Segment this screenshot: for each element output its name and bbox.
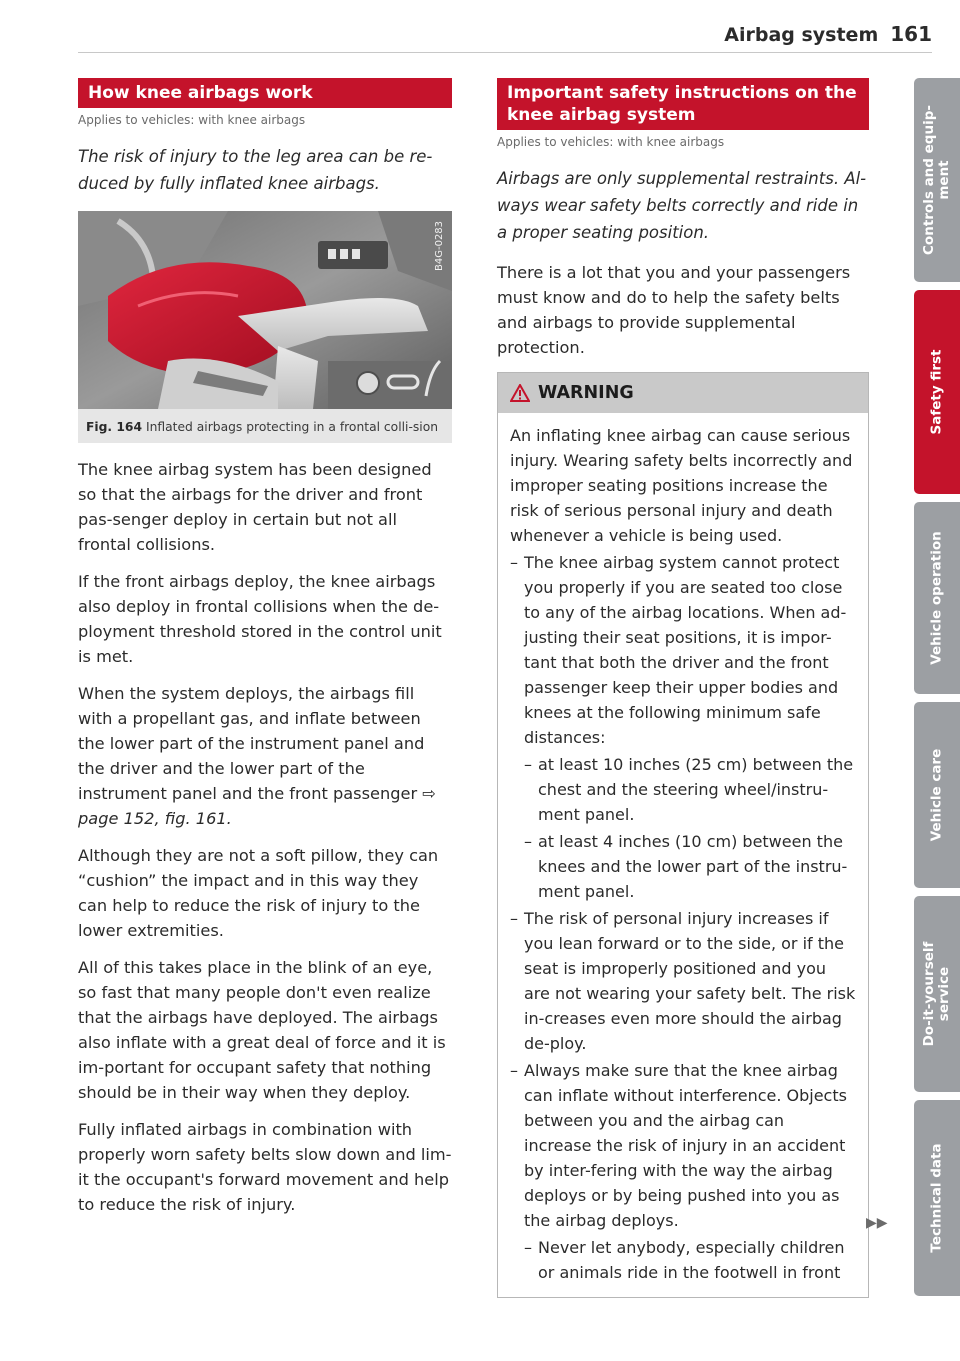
- tab-label: Vehicle care: [928, 748, 945, 842]
- knee-airbag-illustration: [78, 211, 452, 409]
- warning-box: [497, 372, 869, 1298]
- applies-note-right: Applies to vehicles: with knee airbags: [497, 135, 725, 149]
- paragraph-design: The knee airbag system has been designed so that the airbags for the driver and front pas-senger deploy in certain but not all frontal collisions.: [78, 460, 432, 554]
- paragraph-fully-inflated: Fully inflated airbags in combination with properly worn safety belts slow down and lim-it the occupant's forward movement and help to reduce the risk of injury.: [78, 1120, 452, 1214]
- paragraph-inflate-text: When the system deploys, the airbags fill with a propellant gas, and inflate between the lower part of the instrument panel and the driver and the lower part of the instrument panel and the front passenger: [78, 684, 425, 803]
- paragraph-blink: All of this takes place in the blink of an eye, so fast that many people don't even realize that the airbags have deployed. The airbags also inflate with a great deal of force and it is im-portant for occupant safety that nothing should be in their way when they deploy.: [78, 958, 446, 1102]
- tab-label: Controls and equip- ment: [921, 105, 952, 255]
- tab-label: Do-it-yourself service: [921, 941, 952, 1047]
- warning-subitem: – Never let anybody, especially children or animals ride in the footwell in front: [510, 1235, 856, 1285]
- header-rule: [78, 52, 932, 53]
- warning-header: [498, 373, 868, 413]
- tab-controls-and-equipment[interactable]: [914, 78, 960, 282]
- tab-safety-first[interactable]: [914, 290, 960, 494]
- continued-arrow-icon: ▶▶: [866, 1215, 888, 1231]
- tab-vehicle-operation[interactable]: [914, 502, 960, 694]
- warning-subitem: – at least 10 inches (25 cm) between the chest and the steering wheel/instru-ment panel.: [510, 752, 856, 827]
- warning-item: – Always make sure that the knee airbag can inflate without interference. Objects between you and the airbag can increase the risk of injury in an accident by inter-fering with the way the airbag deploys or by being pushed into you as the airbag deploys.: [510, 1058, 856, 1233]
- warning-triangle-icon: [510, 384, 530, 402]
- warning-item: – The risk of personal injury increases if you lean forward or to the side, or if the seat is improperly positioned and you are not wearing your safety belt. The risk in-creases even more should the airbag de-ploy.: [510, 906, 856, 1056]
- figure-caption-text: Inflated airbags protecting in a frontal colli-sion: [145, 420, 439, 434]
- tab-do-it-yourself-service[interactable]: [914, 896, 960, 1092]
- figure-label: Fig. 164: [86, 420, 143, 434]
- tab-technical-data[interactable]: [914, 1100, 960, 1296]
- page-number: 161: [890, 22, 932, 46]
- warning-title: WARNING: [538, 383, 634, 403]
- warning-intro: An inflating knee airbag can cause serious injury. Wearing safety belts incorrectly and improper seating positions increase the risk of serious personal injury and death whenever a vehicle is being used.: [510, 426, 853, 545]
- paragraph-inflate: [78, 681, 452, 831]
- figure-caption: [78, 409, 452, 443]
- left-column: [78, 78, 452, 1229]
- section-title: Airbag system: [724, 24, 879, 46]
- tab-vehicle-care[interactable]: [914, 702, 960, 888]
- section-heading-knee-airbags: How knee airbags work: [78, 78, 452, 108]
- paragraph-passengers: There is a lot that you and your passengers must know and do to help the safety belts and airbags to provide supplemental protection.: [497, 263, 851, 357]
- paragraph-deploy: If the front airbags deploy, the knee airbags also deploy in frontal collisions when the de-ployment threshold stored in the control unit is met.: [78, 572, 442, 666]
- right-column: [497, 78, 869, 1298]
- warning-content: [498, 413, 868, 1285]
- warning-subitem: – at least 4 inches (10 cm) between the knees and the lower part of the instru-ment panel.: [510, 829, 856, 904]
- paragraph-cushion: Although they are not a soft pillow, they can “cushion” the impact and in this way they can help to reduce the risk of injury to the lower extremities.: [78, 846, 439, 940]
- warning-item: – The knee airbag system cannot protect you properly if you are seated too close to any of the airbag locations. When ad-justing their seat positions, it is impor-tant that both the driver and the front passenger keep their upper bodies and knees at the following minimum safe distances:: [510, 550, 856, 750]
- figure-code: B4G-0283: [434, 220, 445, 271]
- section-heading-safety-instructions: Important safety instructions on the knee airbag system: [497, 78, 869, 130]
- figure-164: [78, 211, 452, 443]
- tab-label: Technical data: [928, 1143, 945, 1253]
- tab-label: Vehicle operation: [928, 531, 945, 665]
- page-header: [724, 22, 932, 46]
- applies-note: Applies to vehicles: with knee airbags: [78, 113, 306, 127]
- page-reference-link[interactable]: ⇨ page 152, fig. 161.: [78, 784, 436, 828]
- intro-text-right: Airbags are only supplemental restraints. Al-ways wear safety belts correctly and ride in a proper seating position.: [497, 169, 867, 242]
- tab-label: Safety first: [928, 349, 945, 435]
- intro-text: The risk of injury to the leg area can be re-duced by fully inflated knee airbags.: [78, 147, 433, 193]
